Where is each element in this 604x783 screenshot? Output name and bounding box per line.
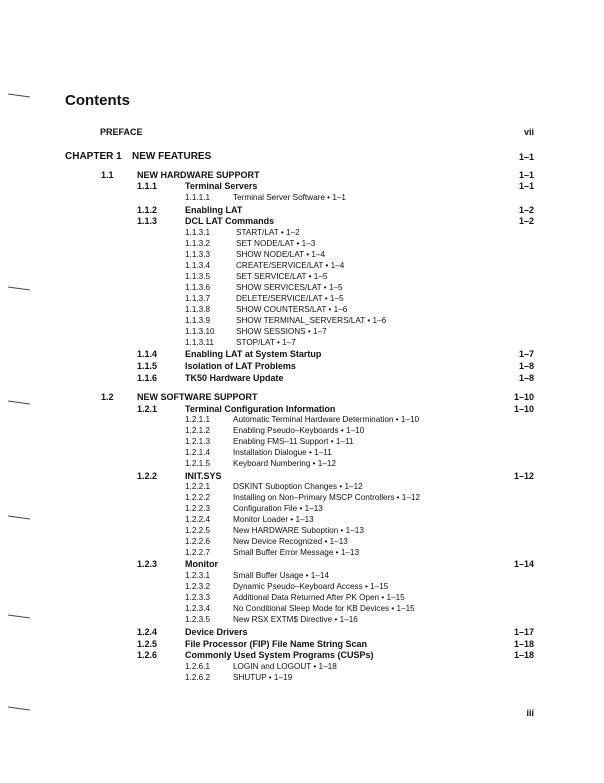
entry-number: 1.2.3.2 [185, 582, 211, 591]
subsection-title: Commonly Used System Programs (CUSPs) [185, 650, 374, 660]
entry-number: 1.2.6.1 [185, 662, 211, 671]
subsection-page: 1–14 [513, 559, 534, 569]
subsection-page: 1–17 [513, 627, 534, 637]
subsection-page: 1–1 [518, 181, 534, 191]
entry-number: 1.2.2.6 [185, 537, 211, 546]
chapter-page: 1–1 [518, 152, 534, 162]
entry-number: 1.1.3.8 [185, 305, 211, 314]
subsection-number: 1.1.4 [137, 349, 158, 359]
entry-text: SHOW NODE/LAT • 1–4 [236, 250, 326, 259]
subsection-page: 1–8 [518, 361, 534, 371]
subsection-number: 1.2.1 [137, 404, 158, 414]
entry-number: 1.1.3.11 [185, 338, 214, 347]
subsection-title: INIT.SYS [185, 471, 222, 481]
preface-label: PREFACE [100, 127, 143, 137]
entry-text: LOGIN and LOGOUT • 1–18 [233, 662, 337, 671]
section-page: 1–1 [518, 170, 534, 180]
chapter-number: CHAPTER 1 [65, 151, 122, 162]
subsection-page: 1–18 [513, 639, 534, 649]
entry-number: 1.2.2.3 [185, 504, 211, 513]
subsection-number: 1.1.3 [137, 216, 158, 226]
entry-text: SHOW TERMINAL_SERVERS/LAT • 1–6 [236, 316, 387, 325]
entry-text: Monitor Loader • 1–13 [233, 515, 314, 524]
entry-text: Terminal Server Software • 1–1 [233, 193, 346, 202]
margin-mark [8, 515, 30, 519]
entry-number: 1.2.3.5 [185, 615, 211, 624]
entry-number: 1.2.1.5 [185, 459, 211, 468]
subsection-title: Enabling LAT [185, 205, 243, 215]
subsection-number: 1.2.3 [137, 559, 158, 569]
entry-number: 1.2.1.1 [185, 415, 211, 424]
entry-number: 1.2.1.3 [185, 437, 211, 446]
entry-number: 1.2.1.4 [185, 448, 211, 457]
entry-text: DSKINT Suboption Changes • 1–12 [233, 482, 363, 491]
entry-text: Small Buffer Error Message • 1–13 [233, 548, 360, 557]
entry-number: 1.1.3.6 [185, 283, 211, 292]
entry-text: Dynamic Pseudo–Keyboard Access • 1–15 [233, 582, 389, 591]
entry-text: SET NODE/LAT • 1–3 [236, 239, 316, 248]
subsection-title: Isolation of LAT Problems [185, 361, 296, 371]
entry-number: 1.1.3.9 [185, 316, 211, 325]
entry-text: STOP/LAT • 1–7 [236, 338, 296, 347]
entry-number: 1.1.3.3 [185, 250, 211, 259]
entry-text: Automatic Terminal Hardware Determination • 1–10 [233, 415, 420, 424]
subsection-title: Terminal Configuration Information [185, 404, 336, 414]
entry-text: Keyboard Numbering • 1–12 [233, 459, 336, 468]
margin-mark [8, 400, 30, 404]
subsection-page: 1–2 [518, 205, 534, 215]
subsection-title: Monitor [185, 559, 218, 569]
subsection-title: Enabling LAT at System Startup [185, 349, 322, 359]
page-number: iii [526, 708, 534, 718]
entry-number: 1.2.2.4 [185, 515, 211, 524]
subsection-title: Device Drivers [185, 627, 248, 637]
section-title: NEW HARDWARE SUPPORT [137, 170, 260, 180]
entry-number: 1.2.2.2 [185, 493, 211, 502]
subsection-number: 1.2.6 [137, 650, 158, 660]
entry-text: Small Buffer Usage • 1–14 [233, 571, 330, 580]
entry-number: 1.1.3.5 [185, 272, 211, 281]
entry-number: 1.2.3.4 [185, 604, 211, 613]
entry-text: SHOW COUNTERS/LAT • 1–6 [236, 305, 348, 314]
entry-text: No Conditional Sleep Mode for KB Devices • 1–15 [233, 604, 415, 613]
entry-number: 1.2.3.3 [185, 593, 211, 602]
entry-text: New Device Recognized • 1–13 [233, 537, 348, 546]
subsection-number: 1.1.2 [137, 205, 158, 215]
section-number: 1.1 [101, 170, 114, 180]
subsection-page: 1–18 [513, 650, 534, 660]
entry-text: New RSX EXTM$ Directive • 1–16 [233, 615, 358, 624]
entry-text: Installing on Non–Primary MSCP Controllers • 1–12 [233, 493, 421, 502]
entry-number: 1.2.3.1 [185, 571, 211, 580]
entry-text: Additional Data Returned After PK Open • 1–15 [233, 593, 405, 602]
subsection-page: 1–12 [513, 471, 534, 481]
entry-number: 1.2.1.2 [185, 426, 211, 435]
entry-text: Enabling Pseudo–Keyboards • 1–10 [233, 426, 365, 435]
entry-text: Enabling FMS–11 Support • 1–11 [233, 437, 354, 446]
margin-mark [8, 93, 30, 97]
entry-number: 1.1.3.7 [185, 294, 211, 303]
entry-number: 1.2.2.7 [185, 548, 211, 557]
subsection-title: DCL LAT Commands [185, 216, 275, 226]
entry-number: 1.1.3.10 [185, 327, 215, 336]
subsection-number: 1.1.5 [137, 361, 158, 371]
entry-text: SHUTUP • 1–19 [233, 673, 293, 682]
subsection-page: 1–10 [513, 404, 534, 414]
section-number: 1.2 [101, 392, 114, 402]
subsection-number: 1.2.4 [137, 627, 158, 637]
chapter-title: NEW FEATURES [132, 151, 212, 162]
entry-number: 1.2.2.5 [185, 526, 211, 535]
entry-text: SET SERVICE/LAT • 1–5 [236, 272, 328, 281]
subsection-number: 1.2.5 [137, 639, 158, 649]
entry-number: 1.2.6.2 [185, 673, 211, 682]
subsection-number: 1.1.1 [137, 181, 158, 191]
subsection-number: 1.2.2 [137, 471, 158, 481]
section-title: NEW SOFTWARE SUPPORT [137, 392, 258, 402]
entry-number: 1.1.3.2 [185, 239, 211, 248]
entry-number: 1.1.3.1 [185, 228, 211, 237]
entry-text: START/LAT • 1–2 [236, 228, 300, 237]
entry-text: SHOW SERVICES/LAT • 1–5 [236, 283, 343, 292]
margin-mark [8, 614, 30, 618]
section-page: 1–10 [513, 392, 534, 402]
subsection-page: 1–7 [518, 349, 534, 359]
entry-text: SHOW SESSIONS • 1–7 [236, 327, 327, 336]
margin-mark [8, 706, 30, 710]
page-title: Contents [65, 92, 130, 109]
entry-text: New HARDWARE Suboption • 1–13 [233, 526, 364, 535]
margin-mark [8, 286, 30, 290]
entry-number: 1.1.1.1 [185, 193, 211, 202]
entry-number: 1.2.2.1 [185, 482, 211, 491]
entry-text: CREATE/SERVICE/LAT • 1–4 [236, 261, 345, 270]
entry-text: DELETE/SERVICE/LAT • 1–5 [236, 294, 344, 303]
entry-text: Configuration File • 1–13 [233, 504, 323, 513]
entry-number: 1.1.3.4 [185, 261, 211, 270]
subsection-page: 1–2 [518, 216, 534, 226]
entry-text: Installation Dialogue • 1–11 [233, 448, 332, 457]
subsection-number: 1.1.6 [137, 373, 158, 383]
subsection-page: 1–8 [518, 373, 534, 383]
subsection-title: File Processor (FIP) File Name String Scan [185, 639, 368, 649]
preface-page: vii [523, 127, 534, 137]
subsection-title: TK50 Hardware Update [185, 373, 284, 383]
subsection-title: Terminal Servers [185, 181, 258, 191]
